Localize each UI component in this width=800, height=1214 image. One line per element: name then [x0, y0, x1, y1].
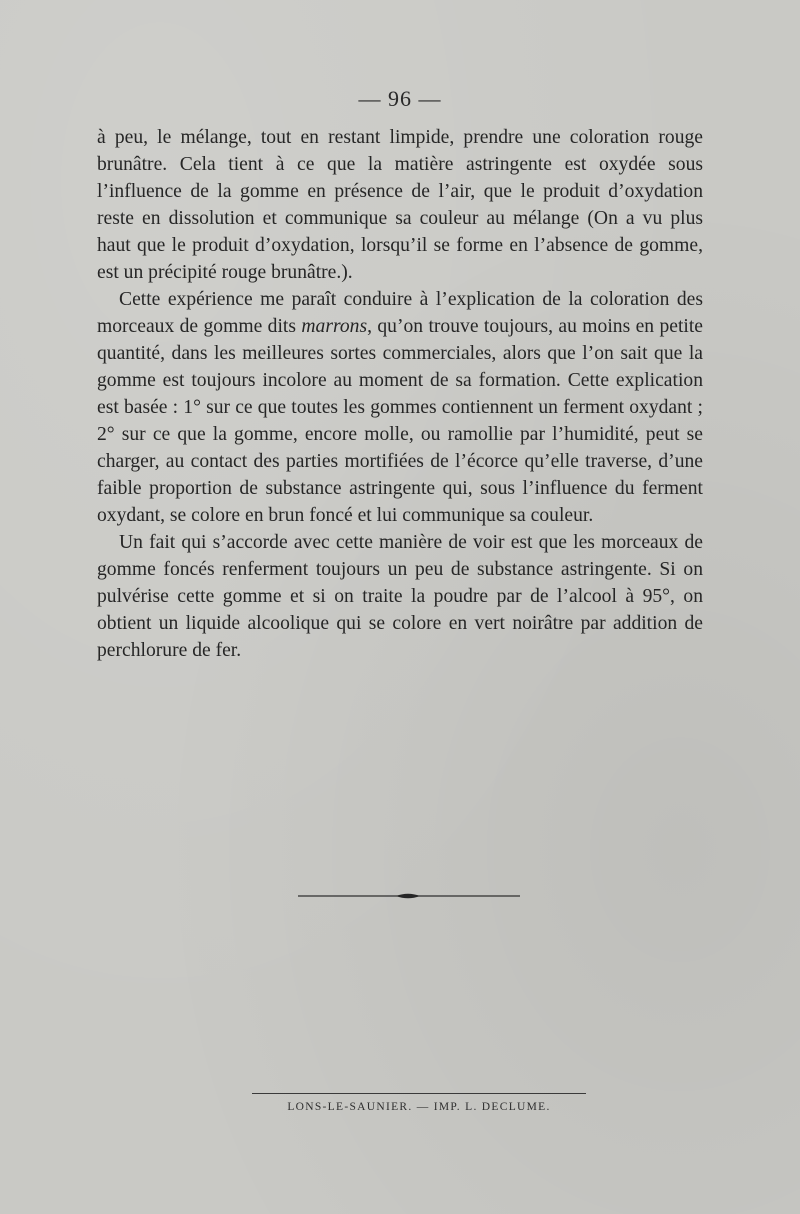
italic-term: marrons	[301, 316, 368, 337]
paragraph-2-lead: Cette expérience me paraît conduire à l’explication de la coloration des morceaux de gomme dits	[97, 289, 703, 337]
paragraph-3: Un fait qui s’accorde avec cette manière de voir est que les morceaux de gomme foncés renferment toujours un peu de substance astringente. Si on pulvérise cette gomme et si on traite la poudre par de l’alcool à 95°, on obtient un liquide alcoolique qui se colore en vert noirâtre par addition de perchlorure de fer.	[97, 532, 703, 661]
end-ornament-divider	[298, 885, 520, 907]
page-number: — 96 —	[358, 86, 442, 111]
footer-rule	[252, 1093, 586, 1094]
body-text	[97, 124, 703, 664]
paragraph-2-rest: , qu’on trouve toujours, au moins en petite quantité, dans les meilleures sortes commerciales, alors que l’on sait que la gomme est toujours incolore au moment de sa formation. Cette explication est basée : 1° sur ce que toutes les gommes contiennent un ferment oxydant ; 2° sur ce que la gomme, encore molle, ou ramollie par l’humidité, peut se charger, au contact des parties mortifiées de l’écorce qu’elle traverse, d’une faible proportion de substance astringente qui, sous l’influence du ferment oxydant, se colore en brun foncé et lui communique sa couleur.	[97, 316, 703, 526]
paragraph-2	[97, 286, 703, 529]
paragraph-1: à peu, le mélange, tout en restant limpide, prendre une coloration rouge brunâtre. Cela tient à ce que la matière astringente est oxydée sous l’influence de la gomme en présence de l’air, que le produit d’oxydation reste en dissolution et communique sa couleur au mélange (On a vu plus haut que le produit d’oxydation, lorsqu’il se forme en l’absence de gomme, est un précipité rouge brunâtre.).	[97, 127, 703, 283]
printer-imprint: LONS-LE-SAUNIER. — IMP. L. DECLUME.	[287, 1101, 551, 1113]
